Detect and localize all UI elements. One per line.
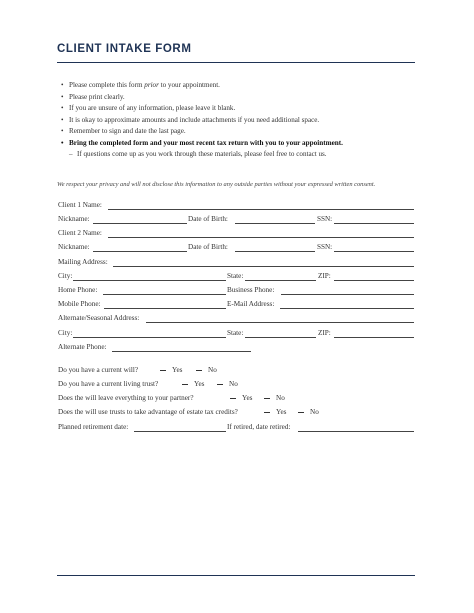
client2-name-field[interactable] (108, 237, 414, 238)
mobile-phone-label: Mobile Phone: (58, 300, 101, 308)
yes-option[interactable]: Yes (230, 394, 252, 402)
nickname-field[interactable] (93, 223, 187, 224)
question-row (57, 364, 414, 375)
phone-row (57, 284, 414, 295)
yes-checkbox[interactable] (264, 412, 270, 413)
email-label: E-Mail Address: (227, 300, 275, 308)
client2-details-row (57, 241, 414, 252)
instruction-item: • Remember to sign and date the last page. (61, 126, 411, 138)
bullet-icon: • (61, 81, 64, 89)
no-option[interactable]: No (298, 408, 319, 416)
home-phone-label: Home Phone: (58, 286, 98, 294)
planned-retirement-field[interactable] (134, 431, 226, 432)
no-checkbox[interactable] (298, 412, 304, 413)
no-checkbox[interactable] (217, 384, 223, 385)
footer-divider (57, 575, 415, 576)
yes-checkbox[interactable] (182, 384, 188, 385)
bullet-icon: • (61, 92, 64, 101)
mobile-email-row (57, 298, 414, 309)
alt-phone-row (57, 341, 414, 352)
page-title: CLIENT INTAKE FORM (57, 43, 192, 55)
city-label: City: (58, 272, 73, 280)
question-text: Do you have a current will? (58, 366, 139, 374)
city-label: City: (58, 329, 73, 337)
no-checkbox[interactable] (264, 398, 270, 399)
client2-name-row (57, 227, 414, 238)
business-phone-field[interactable] (281, 294, 414, 295)
instruction-item: • Please print clearly. (61, 92, 411, 104)
alt-phone-field[interactable] (112, 351, 251, 352)
no-option[interactable]: No (196, 366, 217, 374)
mailing-address-field[interactable] (113, 266, 414, 267)
nickname-field[interactable] (93, 251, 187, 252)
no-option[interactable]: No (217, 380, 238, 388)
question-row (57, 378, 414, 389)
question-text: Does the will leave everything to your partner? (58, 394, 194, 402)
zip-field[interactable] (334, 280, 414, 281)
yes-checkbox[interactable] (160, 370, 166, 371)
mailing-address-row (57, 256, 414, 267)
business-phone-label: Business Phone: (227, 286, 275, 294)
ssn-field[interactable] (334, 223, 414, 224)
state-label: State: (227, 272, 244, 280)
client2-name-label: Client 2 Name: (58, 229, 102, 237)
client1-name-label: Client 1 Name: (58, 201, 102, 209)
dob-field[interactable] (235, 223, 315, 224)
city-field[interactable] (73, 280, 226, 281)
planned-retirement-label: Planned retirement date: (58, 423, 129, 431)
no-checkbox[interactable] (196, 370, 202, 371)
bullet-icon: • (61, 138, 64, 147)
mobile-phone-field[interactable] (104, 308, 226, 309)
question-row (57, 392, 414, 403)
alt-phone-label: Alternate Phone: (58, 343, 107, 351)
question-row (57, 406, 414, 417)
state-field[interactable] (245, 337, 316, 338)
yes-option[interactable]: Yes (182, 380, 204, 388)
city-state-zip-row (57, 270, 414, 281)
mailing-address-label: Mailing Address: (58, 258, 108, 266)
bullet-icon: • (61, 127, 64, 135)
dob-label: Date of Birth: (188, 243, 228, 251)
yes-checkbox[interactable] (230, 398, 236, 399)
nickname-label: Nickname: (58, 215, 90, 223)
dob-field[interactable] (235, 251, 315, 252)
question-text: Do you have a current living trust? (58, 380, 159, 388)
bullet-icon: • (61, 104, 64, 112)
no-option[interactable]: No (264, 394, 285, 402)
yes-option[interactable]: Yes (160, 366, 182, 374)
zip-label: ZIP: (318, 272, 331, 280)
instruction-item: • Please complete this form prior to your appointment. (61, 80, 411, 92)
email-field[interactable] (280, 308, 414, 309)
bullet-icon: • (61, 115, 64, 124)
instructions-list (61, 80, 411, 161)
alt-address-label: Alternate/Seasonal Address: (58, 314, 140, 322)
alt-city-state-zip-row (57, 327, 414, 338)
instruction-subitem: – If questions come up as you work through these materials, please feel free to contact us. (61, 149, 411, 161)
yes-option[interactable]: Yes (264, 408, 286, 416)
instruction-item: • It is okay to approximate amounts and include attachments if you need additional space. (61, 115, 411, 127)
ssn-field[interactable] (334, 251, 414, 252)
title-divider (57, 62, 415, 63)
state-field[interactable] (245, 280, 316, 281)
client1-name-row (57, 199, 414, 210)
retired-date-field[interactable] (298, 431, 414, 432)
instruction-item-emphasis: • Bring the completed form and your most recent tax return with you to your appointment. (61, 138, 411, 150)
retired-date-label: If retired, date retired: (227, 423, 291, 431)
dash-icon: – (69, 150, 73, 158)
zip-label: ZIP: (318, 329, 331, 337)
client1-details-row (57, 213, 414, 224)
client1-name-field[interactable] (108, 209, 414, 210)
retirement-row (57, 421, 414, 432)
instruction-item: • If you are unsure of any information, please leave it blank. (61, 103, 411, 115)
ssn-label: SSN: (317, 215, 333, 223)
privacy-notice: We respect your privacy and will not disclose this information to any outside parties without your expressed written consent. (57, 181, 376, 188)
dob-label: Date of Birth: (188, 215, 228, 223)
state-label: State: (227, 329, 244, 337)
nickname-label: Nickname: (58, 243, 90, 251)
question-text: Does the will use trusts to take advantage of estate tax credits? (58, 408, 238, 416)
home-phone-field[interactable] (103, 294, 226, 295)
city-field[interactable] (73, 337, 226, 338)
ssn-label: SSN: (317, 243, 333, 251)
alt-address-row (57, 312, 414, 323)
alt-address-field[interactable] (146, 322, 414, 323)
zip-field[interactable] (334, 337, 414, 338)
